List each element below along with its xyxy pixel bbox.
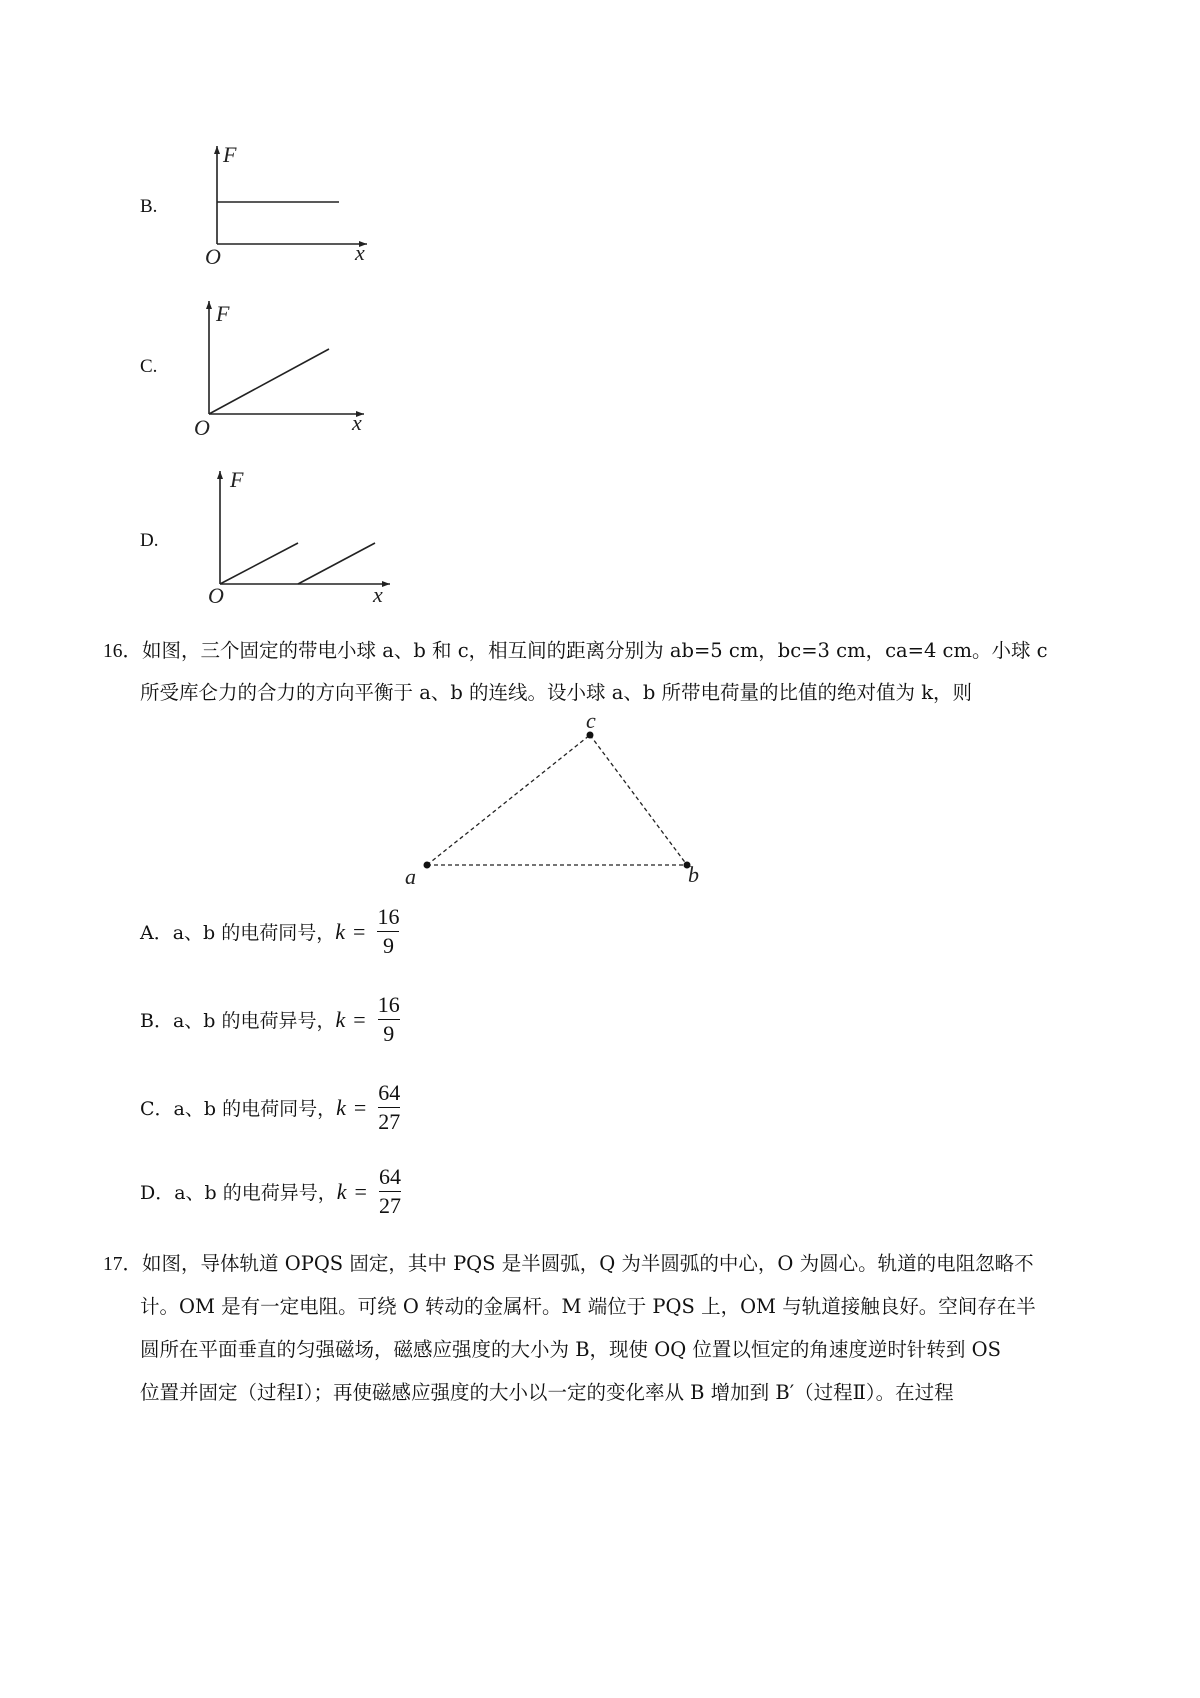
fraction [377, 905, 399, 958]
x-axis-label: x [373, 582, 383, 607]
choice-letter: B． [140, 1010, 173, 1032]
q16-number: 16． [103, 641, 143, 662]
choice-text: a、b 的电荷异号， [174, 1182, 337, 1204]
choice-letter: D． [140, 1182, 175, 1204]
fraction-bar [378, 1107, 400, 1108]
q16-triangle-figure [395, 712, 715, 890]
equals-sign: = [353, 1006, 366, 1032]
origin-label: O [208, 583, 224, 608]
fraction-bar [379, 1191, 401, 1192]
side-ca [427, 735, 590, 865]
side-cb [590, 735, 687, 865]
denominator: 27 [378, 1109, 401, 1134]
q16-choice-a[interactable] [140, 905, 399, 958]
origin-label: O [194, 415, 210, 440]
q17-text-1: 如图，导体轨道 OPQS 固定，其中 PQS 是半圆弧，Q 为半圆弧的中心，O 为圆心。轨道的电阻忽略不 [142, 1252, 1034, 1275]
choice-text: a、b 的电荷同号， [173, 1098, 337, 1120]
q17-number: 17． [103, 1254, 143, 1275]
option-d-letter: D. [140, 530, 159, 551]
q16-choice-c[interactable] [140, 1081, 400, 1134]
graph-line [209, 349, 329, 414]
q17-line-2: 计。OM 是有一定电阻。可绕 O 转动的金属杆。M 端位于 PQS 上，OM 与轨道接触良好。空间存在半 [140, 1295, 1036, 1318]
label-b: b [688, 862, 699, 887]
y-axis-label: F [216, 301, 230, 326]
k-variable: k [335, 1006, 346, 1032]
fraction [378, 993, 400, 1046]
option-b-graph [195, 140, 385, 270]
choice-letter: A． [140, 922, 173, 944]
x-axis-label: x [355, 240, 365, 265]
denominator: 9 [383, 1021, 395, 1046]
k-variable: k [336, 1178, 347, 1204]
q17-line-4: 位置并固定（过程Ⅰ）；再使磁感应强度的大小以一定的变化率从 B 增加到 B′（过程Ⅱ）。在过程 [140, 1381, 954, 1404]
numerator: 16 [377, 992, 400, 1017]
fraction [379, 1165, 401, 1218]
choice-text: a、b 的电荷异号， [172, 1010, 336, 1032]
option-c-letter: C. [140, 356, 158, 377]
label-a: a [405, 864, 416, 889]
point-a [424, 862, 431, 869]
fraction-bar [378, 1019, 400, 1020]
option-c-graph [188, 295, 378, 440]
choice-text: a、b 的电荷同号， [172, 922, 336, 944]
numerator: 16 [377, 904, 400, 929]
graph-line-segment-2 [298, 543, 375, 584]
origin-label: O [205, 244, 221, 269]
denominator: 27 [378, 1193, 401, 1218]
y-axis-label: F [223, 142, 237, 167]
option-b-letter: B. [140, 196, 158, 217]
label-c: c [586, 712, 596, 733]
equals-sign: = [353, 1094, 367, 1120]
y-axis-label: F [230, 467, 244, 492]
q16-choice-b[interactable] [140, 993, 400, 1046]
numerator: 64 [378, 1164, 401, 1189]
x-axis-label: x [352, 410, 362, 435]
choice-letter: C． [140, 1098, 174, 1120]
q16-text-1: 如图，三个固定的带电小球 a、b 和 c，相互间的距离分别为 ab=5 cm，bc=3 cm，ca=4 cm。小球 c [142, 639, 1048, 662]
k-variable: k [336, 1094, 346, 1120]
fraction-bar [377, 931, 399, 932]
denominator: 9 [382, 933, 394, 958]
graph-line-segment-1 [220, 543, 298, 584]
option-d-graph [198, 465, 398, 610]
fraction [378, 1081, 400, 1134]
numerator: 64 [378, 1080, 401, 1105]
q17-line-3: 圆所在平面垂直的匀强磁场，磁感应强度的大小为 B，现使 OQ 位置以恒定的角速度逆时针转到 OS [140, 1338, 1001, 1361]
q16-choice-d[interactable] [140, 1165, 401, 1218]
k-variable: k [335, 918, 346, 944]
equals-sign: = [353, 918, 366, 944]
equals-sign: = [354, 1178, 367, 1204]
q16-line-2: 所受库仑力的合力的方向平衡于 a、b 的连线。设小球 a、b 所带电荷量的比值的绝对值为 k，则 [140, 681, 973, 704]
